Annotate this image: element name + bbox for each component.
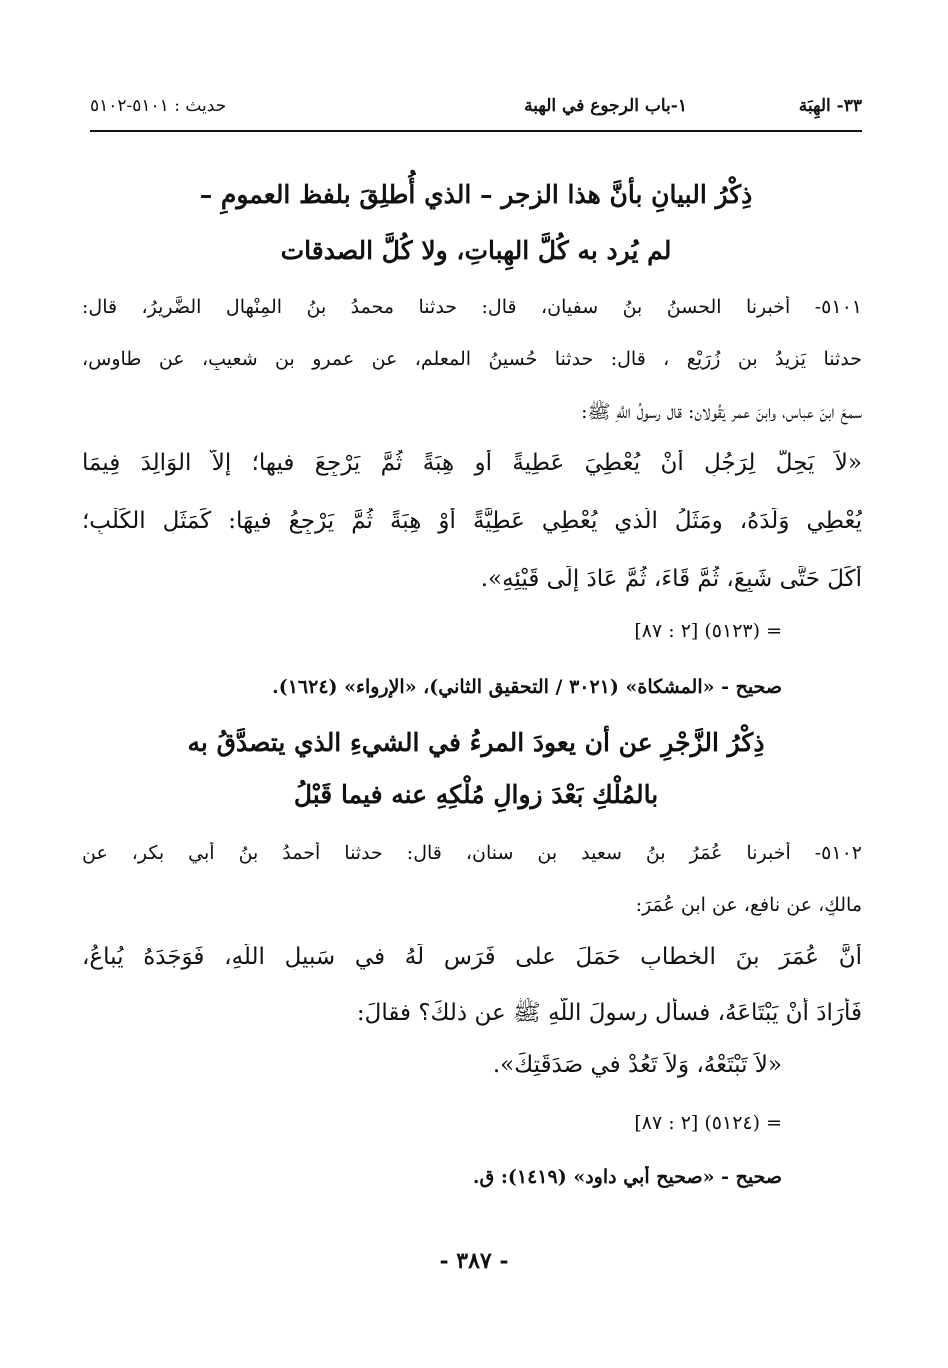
hadith-range: حديث : ٥١٠١-٥١٠٢ (90, 96, 227, 116)
isnad-line: ٥١٠١- أخبرنا الحسنُ بنُ سفيان، قال: حدثنا محمدُ بنُ المِنْهال الضَّريرُ، قال: (82, 296, 862, 318)
matn-line: فَأَرَادَ أَنْ يَبْتَاعَهُ، فسأل رسولَ اللَّهِ ﷺ عن ذلكَ؟ فقالَ: (356, 1000, 862, 1026)
matn-line: يُعْطِي وَلَدَهُ، ومَثَلُ الَّذي يُعْطِي عَطِيَّةً أَوْ هِبَةً ثُمَّ يَرْجِعُ فيهَا: كَمَثَلِ الكَلْبِ؛ (82, 508, 862, 534)
section-heading-line: لم يُرد به كُلَّ الهِباتِ، ولا كُلَّ الصدقات (280, 236, 672, 265)
cross-reference: = (٥١٢٣) [٢ : ٨٧] (634, 620, 782, 642)
header-rule (90, 130, 862, 132)
cross-reference: = (٥١٢٤) [٢ : ٨٧] (634, 1112, 782, 1134)
isnad-line: حدثنا يَزيدُ بن زُرَيْعٍ ، قال: حدثنا حُسينُ المعلم، عن عمرو بنِ شعيبٍ، عن طاوس، (82, 348, 862, 370)
isnad-line: سمعَ ابنَ عباس، وابنَ عمر يَقُولان: قال رسولُ اللَّهِ ﷺ: (581, 401, 862, 423)
section-heading-line: ذِكْرُ البيانِ بأنَّ هذا الزجر – الذي أُطلِقَ بلفظ العمومِ – (199, 180, 753, 209)
matn-line: «لاَ تَبْتَعْهُ، وَلاَ تَعُدْ في صَدَقَتِكَ». (492, 1052, 782, 1078)
isnad-line: مالكٍ، عن نافعٍ، عن ابنِ عُمَرَ: (635, 894, 862, 916)
chapter-title: ٣٣- الهِبَة (798, 96, 862, 116)
grading-line: صحيح - «صحيح أبي داود» (١٤١٩): ق. (472, 1166, 782, 1188)
section-title: ١-باب الرجوع في الهبة (524, 96, 687, 116)
matn-line: «لاَ يَحِلُّ لِرَجُلٍ أَنْ يُعْطِيَ عَطِيةً أَو هِبَةً ثُمَّ يَرْجِعَ فيها؛ إلاَّ الوَالِدَ فِيمَا (82, 450, 862, 476)
section-heading-line: ذِكْرُ الزَّجْرِ عن أن يعودَ المرءُ في الشيءِ الذي يتصدَّقُ به (187, 728, 765, 757)
page-number: - ٣٨٧ - (439, 1248, 509, 1274)
grading-line: صحيح - «المشكاة» (٣٠٢١ / التحقيق الثاني)، «الإرواء» (١٦٢٤). (272, 676, 782, 698)
matn-line: أَكَلَ حَتَّى شَبِعَ، ثُمَّ قَاءَ، ثُمَّ عَادَ إِلَى قَيْئِهِ». (480, 566, 862, 592)
section-heading-line: بالمُلْكِ بَعْدَ زوالِ مُلْكِهِ عنه فيما قَبْلُ (293, 780, 659, 809)
running-header (90, 96, 862, 126)
isnad-line: ٥١٠٢- أخبرنا عُمَرُ بنُ سعيد بنِ سنان، قال: حدثنا أحمدُ بنُ أبي بكرٍ، عن (82, 842, 862, 864)
matn-line: أنَّ عُمَرَ بنَ الخطابِ حَمَلَ على فَرَسٍ لَهُ في سَبيلِ اللَّهِ، فَوَجَدَهُ يُباعُ، (82, 944, 862, 970)
